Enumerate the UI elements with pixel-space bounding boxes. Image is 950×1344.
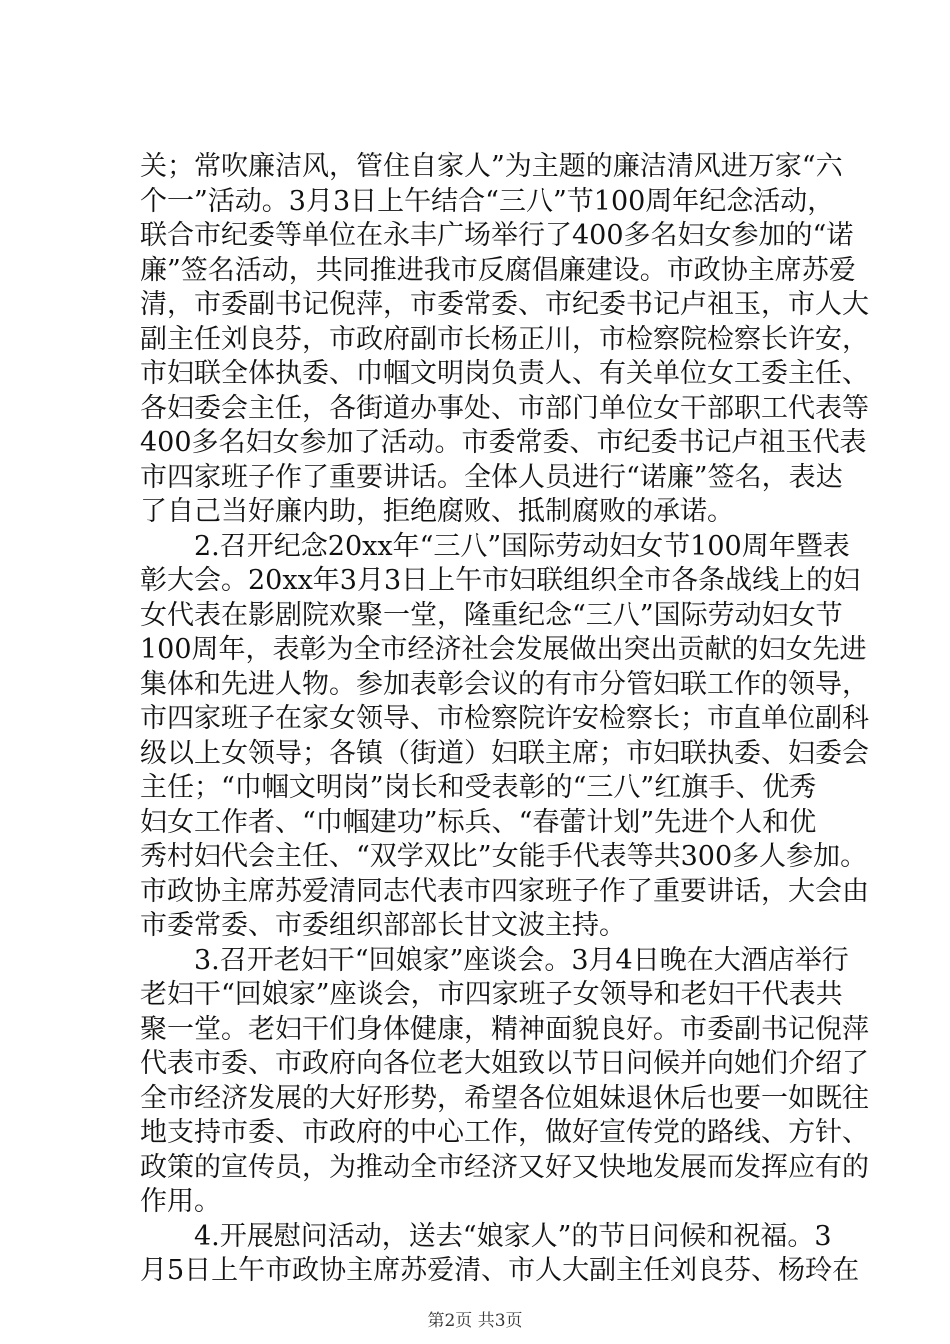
text-line: 副主任刘良芬，市政府副市长杨正川，市检察院检察长许安， [140, 324, 869, 355]
text-line: 级以上女领导；各镇（街道）妇联主席；市妇联执委、妇委会 [140, 738, 869, 769]
text-line: 集体和先进人物。参加表彰会议的有市分管妇联工作的领导， [140, 669, 869, 700]
text-line: 女代表在影剧院欢聚一堂，隆重纪念“三八”国际劳动妇女节 [140, 600, 843, 631]
text-line: 廉”签名活动，共同推进我市反腐倡廉建设。市政协主席苏爱 [140, 255, 856, 286]
text-line: 全市经济发展的大好形势，希望各位姐妹退休后也要一如既往 [140, 1083, 869, 1114]
text-line: 地支持市委、市政府的中心工作，做好宣传党的路线、方针、 [140, 1117, 869, 1148]
text-line: 老妇干“回娘家”座谈会，市四家班子女领导和老妇干代表共 [140, 979, 843, 1010]
text-line: 市委常委、市委组织部部长甘文波主持。 [140, 910, 626, 941]
text-line: 4.开展慰问活动，送去“娘家人”的节日问候和祝福。3 [140, 1221, 832, 1252]
text-line: 市政协主席苏爱清同志代表市四家班子作了重要讲话，大会由 [140, 876, 869, 907]
text-line: 个一”活动。3月3日上午结合“三八”节100周年纪念活动， [140, 186, 835, 217]
text-line: 100周年，表彰为全市经济社会发展做出突出贡献的妇女先进 [140, 634, 867, 665]
text-line: 清，市委副书记倪萍，市委常委、市纪委书记卢祖玉，市人大 [140, 289, 869, 320]
text-line: 2.召开纪念20xx年“三八”国际劳动妇女节100周年暨表 [140, 531, 850, 562]
text-line: 政策的宣传员，为推动全市经济又好又快地发展而发挥应有的 [140, 1152, 869, 1183]
text-line: 代表市委、市政府向各位老大姐致以节日问候并向她们介绍了 [140, 1048, 869, 1079]
text-line: 各妇委会主任，各街道办事处、市部门单位女干部职工代表等 [140, 393, 869, 424]
text-line: 了自己当好廉内助，拒绝腐败、抵制腐败的承诺。 [140, 496, 734, 527]
page-footer: 第2页 共3页 [427, 1311, 523, 1331]
text-line: 月5日上午市政协主席苏爱清、市人大副主任刘良芬、杨玲在 [140, 1255, 860, 1286]
text-line: 主任；“巾帼文明岗”岗长和受表彰的“三八”红旗手、优秀 [140, 772, 817, 803]
text-line: 市妇联全体执委、巾帼文明岗负责人、有关单位女工委主任、 [140, 358, 869, 389]
text-line: 聚一堂。老妇干们身体健康，精神面貌良好。市委副书记倪萍 [140, 1014, 869, 1045]
text-line: 400多名妇女参加了活动。市委常委、市纪委书记卢祖玉代表 [140, 427, 867, 458]
text-line: 市四家班子作了重要讲话。全体人员进行“诺廉”签名，表达 [140, 462, 843, 493]
text-line: 联合市纪委等单位在永丰广场举行了400多名妇女参加的“诺 [140, 220, 854, 251]
text-line: 妇女工作者、“巾帼建功”标兵、“春蕾计划”先进个人和优 [140, 807, 817, 838]
text-line: 关；常吹廉洁风，管住自家人”为主题的廉洁清风进万家“六 [140, 151, 843, 182]
text-line: 3.召开老妇干“回娘家”座谈会。3月4日晚在大酒店举行 [140, 945, 849, 976]
text-line: 彰大会。20xx年3月3日上午市妇联组织全市各条战线上的妇 [140, 565, 861, 596]
text-line: 市四家班子在家女领导、市检察院许安检察长；市直单位副科 [140, 703, 869, 734]
text-line: 秀村妇代会主任、“双学双比”女能手代表等共300多人参加。 [140, 841, 868, 872]
text-line: 作用。 [140, 1186, 221, 1217]
